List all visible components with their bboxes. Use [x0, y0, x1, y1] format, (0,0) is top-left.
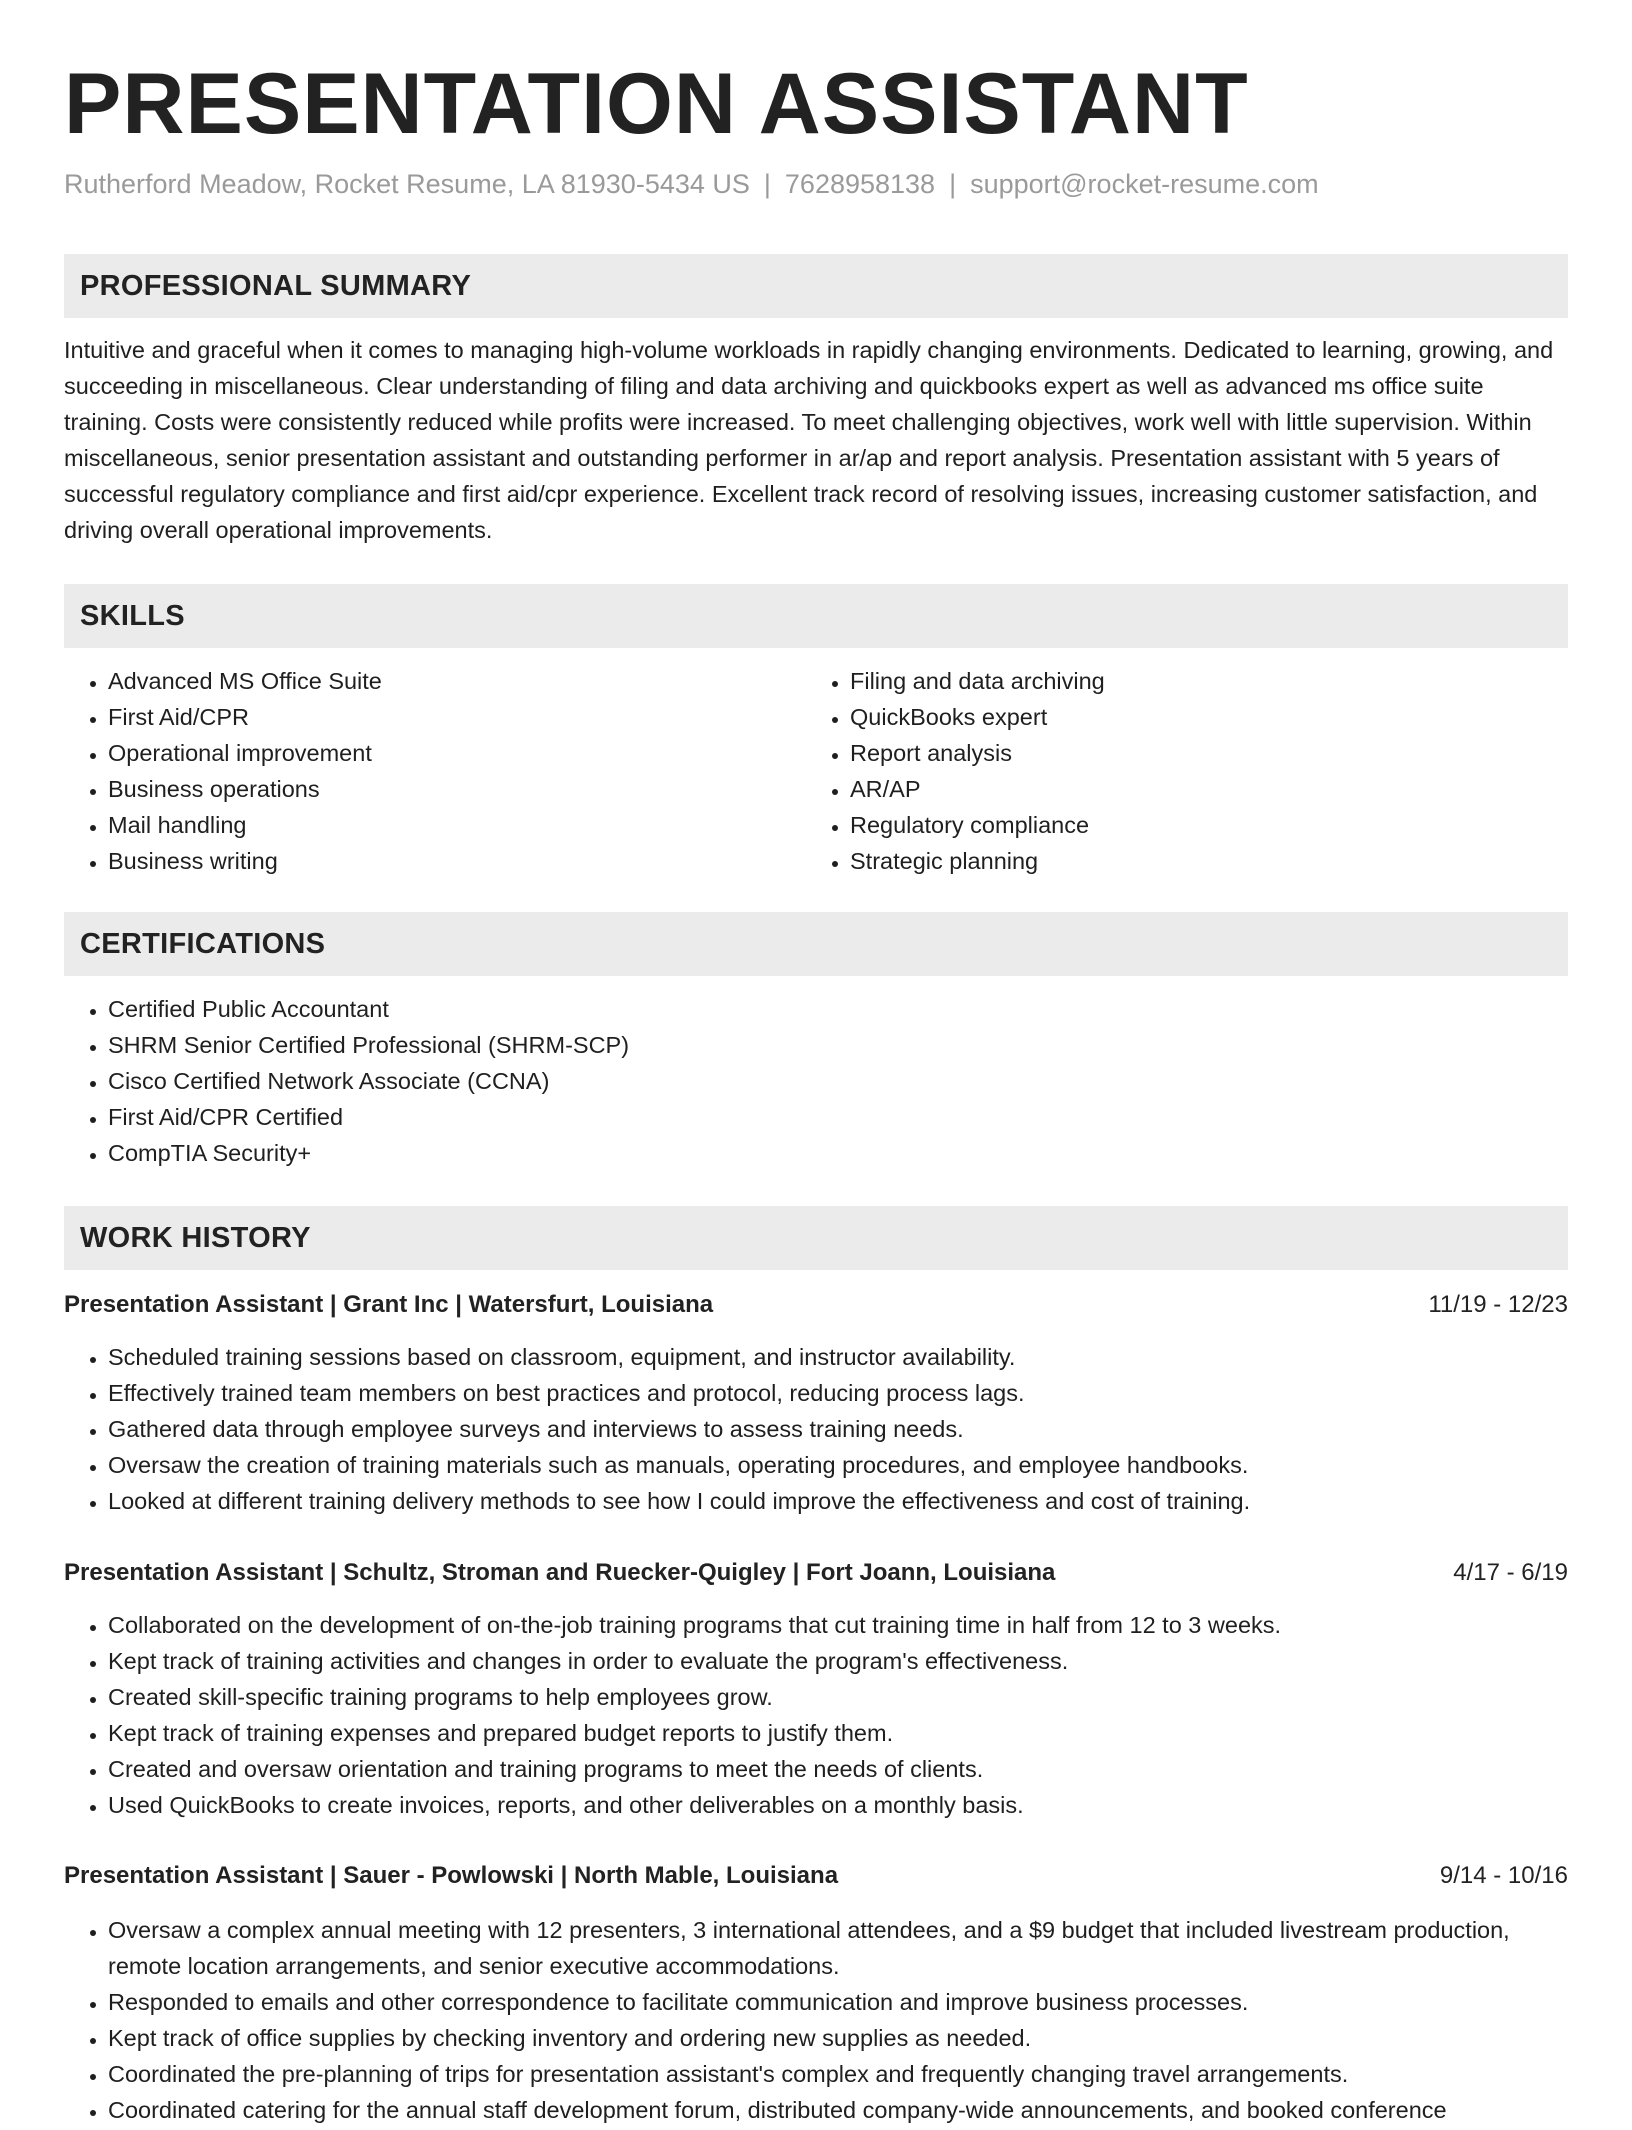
work-history-section-header — [64, 1206, 1568, 1270]
job-title: Presentation Assistant | Sauer - Powlowski | North Mable, Louisiana — [64, 1862, 839, 1889]
skill-item: • Filing and data archiving — [850, 663, 1550, 699]
job-bullet: • Collaborated on the development of on-the-job training programs that cut training time in half from 12 to 3 weeks. — [108, 1607, 1568, 1643]
job-bullet: • Kept track of office supplies by checking inventory and ordering new supplies as needed. — [108, 2020, 1568, 2056]
skill-item: • Regulatory compliance — [850, 807, 1550, 843]
skill-item: • First Aid/CPR — [108, 699, 788, 735]
skill-item: • Advanced MS Office Suite — [108, 663, 788, 699]
certifications-section-header — [64, 912, 1568, 976]
job-bullet: • Kept track of training activities and changes in order to evaluate the program's effectiveness. — [108, 1643, 1568, 1679]
contact-phone: 7628958138 — [784, 169, 936, 199]
contact-email: support@rocket-resume.com — [970, 169, 1319, 199]
summary-text: Intuitive and graceful when it comes to managing high-volume workloads in rapidly changing environments. Dedicated to learning, growing, and succeeding in miscellaneous. Clear understanding of filing and data archiving and quickbooks expert as well as advanced ms office suite training. Costs were consistently reduced while profits were increased. To meet challenging objectives, work well with little supervision. Within miscellaneous, senior presentation assistant and outstanding performer in ar/ap and report analysis. Presentation assistant with 5 years of successful regulatory compliance and first aid/cpr experience. Excellent track record of resolving issues, increasing customer satisfaction, and driving overall operational improvements. — [64, 337, 1554, 543]
job-bullet: • Created and oversaw orientation and training programs to meet the needs of clients. — [108, 1751, 1568, 1787]
job-bullet: • Gathered data through employee surveys and interviews to assess training needs. — [108, 1411, 1568, 1447]
job-bullet: • Used QuickBooks to create invoices, reports, and other deliverables on a monthly basis. — [108, 1787, 1568, 1823]
certifications-heading: CERTIFICATIONS — [80, 928, 326, 960]
work-history-heading: WORK HISTORY — [80, 1222, 311, 1254]
job-dates: 11/19 - 12/23 — [1428, 1291, 1568, 1318]
candidate-name: PRESENTATION ASSISTANT — [64, 56, 1249, 152]
skill-item: • Strategic planning — [850, 843, 1550, 879]
skill-item: • QuickBooks expert — [850, 699, 1550, 735]
certification-item: • Cisco Certified Network Associate (CCNA) — [108, 1063, 1568, 1099]
certification-item: • First Aid/CPR Certified — [108, 1099, 1568, 1135]
skills-heading: SKILLS — [80, 600, 185, 632]
certification-item: • CompTIA Security+ — [108, 1135, 1568, 1171]
job-title: Presentation Assistant | Grant Inc | Watersfurt, Louisiana — [64, 1291, 714, 1318]
skill-item: • AR/AP — [850, 771, 1550, 807]
job-bullet: • Coordinated catering for the annual staff development forum, distributed company-wide announcements, and booked conference — [108, 2092, 1568, 2128]
certification-item: • Certified Public Accountant — [108, 991, 1568, 1027]
job-dates: 4/17 - 6/19 — [1453, 1559, 1568, 1586]
contact-address: Rutherford Meadow, Rocket Resume, LA 81930-5434 US — [64, 169, 750, 199]
skill-item: • Business operations — [108, 771, 788, 807]
job-bullet: • Effectively trained team members on best practices and protocol, reducing process lags. — [108, 1375, 1568, 1411]
skills-list-left — [64, 663, 788, 879]
certification-item: • SHRM Senior Certified Professional (SHRM-SCP) — [108, 1027, 1568, 1063]
job-title: Presentation Assistant | Schultz, Stroman and Ruecker-Quigley | Fort Joann, Louisiana — [64, 1559, 1056, 1586]
job-bullet: • Coordinated the pre-planning of trips for presentation assistant's complex and frequently changing travel arrangements. — [108, 2056, 1568, 2092]
skill-item: • Mail handling — [108, 807, 788, 843]
job-bullet: • Scheduled training sessions based on classroom, equipment, and instructor availability. — [108, 1339, 1568, 1375]
job-bullets — [64, 1607, 1568, 1823]
contact-line — [64, 164, 1319, 204]
summary-section-header — [64, 254, 1568, 318]
job-bullet: • Kept track of training expenses and prepared budget reports to justify them. — [108, 1715, 1568, 1751]
job-bullets — [64, 1339, 1568, 1519]
contact-separator: | — [949, 169, 957, 199]
skill-item: • Operational improvement — [108, 735, 788, 771]
skills-list-right — [806, 663, 1550, 879]
job-bullet: • Oversaw a complex annual meeting with 12 presenters, 3 international attendees, and a $9 budget that included livestream production, remote location arrangements, and senior executive accommodations. — [108, 1912, 1568, 1984]
contact-separator: | — [763, 169, 771, 199]
summary-heading: PROFESSIONAL SUMMARY — [80, 270, 472, 302]
job-bullet: • Responded to emails and other correspondence to facilitate communication and improve business processes. — [108, 1984, 1568, 2020]
job-bullet: • Created skill-specific training programs to help employees grow. — [108, 1679, 1568, 1715]
skill-item: • Business writing — [108, 843, 788, 879]
skills-section-header — [64, 584, 1568, 648]
job-bullet: • Oversaw the creation of training materials such as manuals, operating procedures, and employee handbooks. — [108, 1447, 1568, 1483]
certifications-list — [64, 991, 1568, 1171]
skill-item: • Report analysis — [850, 735, 1550, 771]
job-bullet: • Looked at different training delivery methods to see how I could improve the effectiveness and cost of training. — [108, 1483, 1568, 1519]
job-bullets — [64, 1912, 1568, 2128]
job-dates: 9/14 - 10/16 — [1439, 1862, 1568, 1889]
